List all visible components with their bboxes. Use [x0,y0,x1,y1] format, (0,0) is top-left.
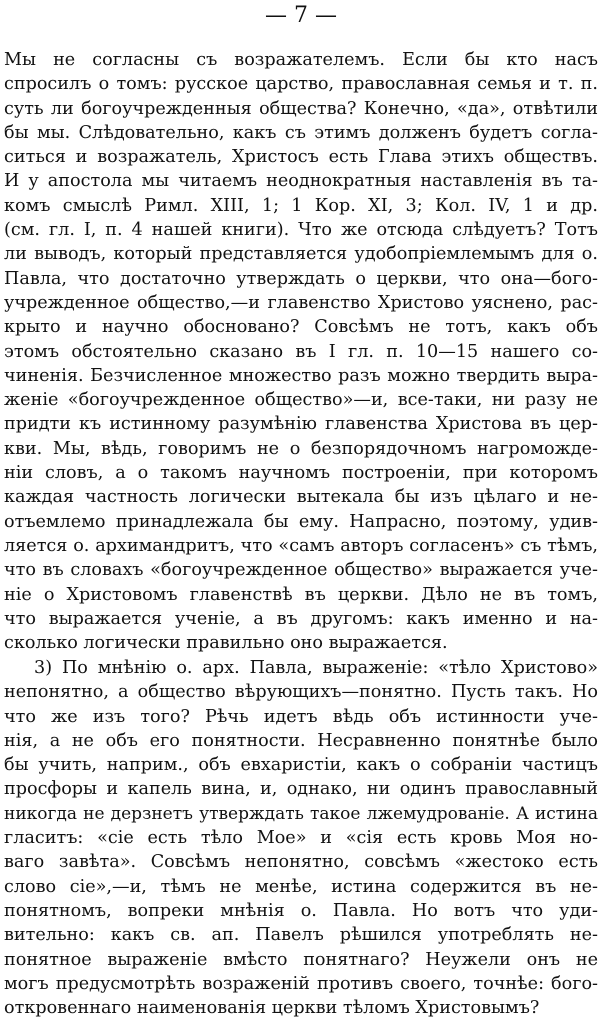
text-line: что выражается ученіе, а въ другомъ: какъ именно и на- [4,608,598,629]
text-line: отъемлемо принадлежала бы ему. Напрасно, поэтому, удив- [4,511,598,532]
text-line: ваго завѣта». Совсѣмъ непонятно, совсѣмъ «жестоко есть [4,852,598,873]
text-line: чиненія. Безчисленное множество разъ можно твердить выра- [4,365,598,386]
text-line: что въ словахъ «богоучрежденное общество» выражается уче- [4,560,598,581]
text-line: что же изъ того? Рѣчь идетъ вѣдь объ истинности уче- [4,706,598,727]
text-line: И у апостола мы читаемъ неоднократныя наставленія въ та- [4,171,598,192]
text-line: 3) По мнѣнію о. арх. Павла, выраженіе: «тѣло Христово» [34,658,598,678]
text-line: бы учить, наприм., объ евхаристіи, какъ о собраніи частицъ [4,755,598,776]
text-line: Мы не согласны съ возражателемъ. Если бы кто насъ [4,50,598,70]
text-line: этомъ обстоятельно сказано въ I гл. п. 10—15 нашего со- [4,341,598,362]
text-line: ли выводъ, который представляется удобопріемлемымъ для о. [4,244,598,265]
text-line: непонятно, а общество вѣрующихъ—понятно. Пусть такъ. Но [4,682,598,703]
text-line: сколько логически правильно оно выражается. [4,633,448,654]
text-line: каждая частность логически вытекала бы изъ цѣлаго и не- [4,487,598,508]
text-line: никогда не дерзнетъ утверждать такое лжемудрованіе. А истина [4,803,598,824]
text-line: придти къ истинному разумѣнію главенства Христова въ цер- [4,414,598,435]
text-line: ляется о. архимандритъ, что «самъ авторъ согласенъ» съ тѣмъ, [4,535,598,556]
page-number: — 7 — [265,3,337,28]
text-line: просфоры и капель вина, и, однако, ни одинъ православный [4,779,598,800]
text-line: учрежденное общество,—и главенство Христово уяснено, рас- [4,292,598,313]
text-line: понятномъ, вопреки мнѣнія о. Павла. Но вотъ что уди- [4,900,598,921]
text-line: Павла, что достаточно утверждать о церкви, что она—бого- [4,268,598,289]
text-line: бы мы. Слѣдовательно, какъ съ этимъ долженъ будетъ согла- [4,122,598,143]
text-line: (см. гл. I, п. 4 нашей книги). Что же отсюда слѣдуетъ? Тотъ [4,220,598,241]
paragraph-2 [4,656,598,1020]
text-line: ніи словъ, а о такомъ научномъ построеніи, при которомъ [4,463,598,484]
document-page [4,0,598,1032]
text-line: кви. Мы, вѣдь, говоримъ не о безпорядочномъ нагроможде- [4,438,598,459]
text-line: спросилъ о томъ: русское царство, православная семья и т. п. [4,74,598,95]
paragraph-1 [4,48,598,655]
text-line: комъ смыслѣ Римл. XIII, 1; 1 Кор. XI, 3; Кол. IV, 1 и др. [4,195,598,216]
text-line: нія, а не объ его понятности. Несравненно понятнѣе было [4,730,598,751]
text-line: суть ли богоучрежденныя общества? Конечно, «да», отвѣтили [4,98,598,119]
text-line: вительно: какъ св. ап. Павелъ рѣшился употреблять не- [4,925,598,946]
text-line: крыто и научно обосновано? Совсѣмъ не тотъ, какъ объ [4,317,598,338]
text-line: откровеннаго наименованія церкви тѣломъ Христовымъ? [4,998,540,1019]
text-line: ніе о Христовомъ главенствѣ въ церкви. Дѣло не въ томъ, [4,584,598,605]
text-line: могъ предусмотрѣть возраженій противъ своего, точнѣе: бого- [4,973,598,994]
text-line: ситься и возражатель, Христосъ есть Глава этихъ обществъ. [4,147,598,168]
text-line: слово сіе»,—и, тѣмъ не менѣе, истина содержится въ не- [4,876,598,897]
text-line: гласитъ: «сіе есть тѣло Мое» и «сія есть кровь Моя но- [4,828,598,849]
text-line: понятное выраженіе вмѣсто понятнаго? Неужели онъ не [4,949,598,970]
text-line: женіе «богоучрежденное общество»—и, все-таки, ни разу не [4,390,598,411]
